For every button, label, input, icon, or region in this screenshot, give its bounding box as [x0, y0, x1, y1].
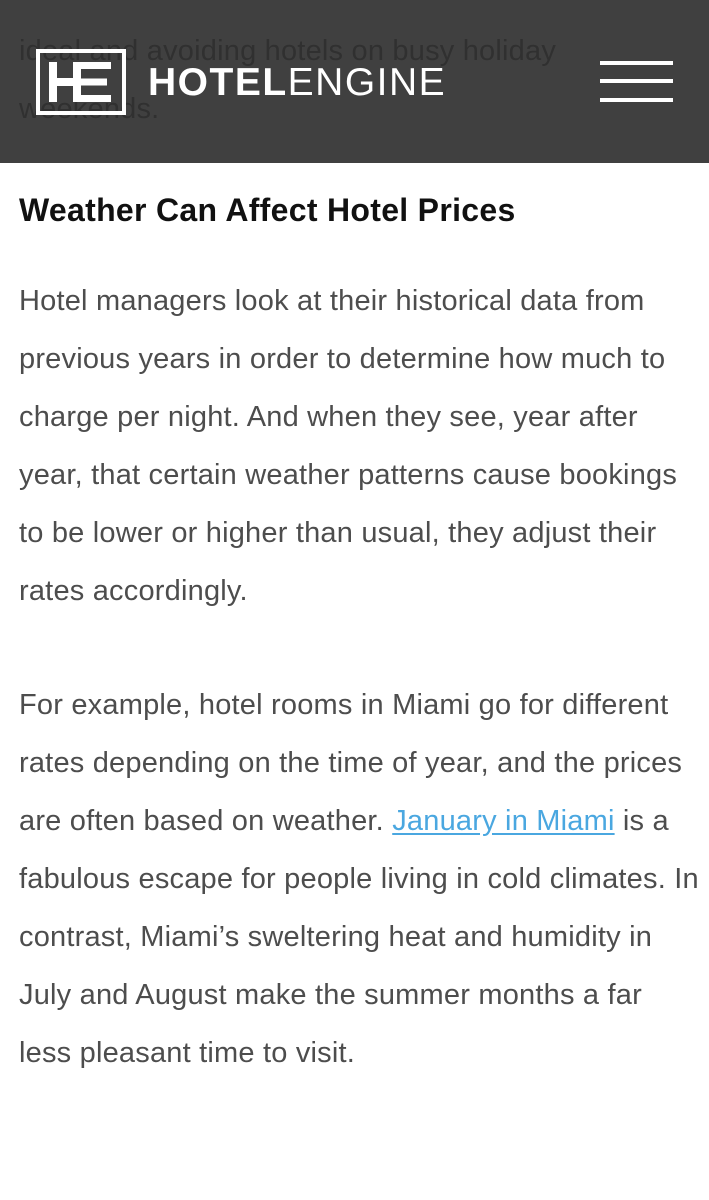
- section-heading: Weather Can Affect Hotel Prices: [19, 192, 516, 228]
- menu-bar-top: [600, 61, 673, 65]
- paragraph-miami-text-after-link: is a fabulous escape for people living in cold climates. In contrast, Miami’s sweltering heat and humidity in July and August make the summer months a far less pleasant time to visit.: [19, 805, 699, 1069]
- site-header: [0, 0, 709, 163]
- hotel-engine-logo[interactable]: [36, 49, 446, 115]
- menu-bar-middle: [600, 79, 673, 83]
- paragraph-miami-text-before-link: For example, hotel rooms in Miami go for different rates depending on the time of year, and the prices are often based on weather.: [19, 689, 683, 837]
- he-logo-mark-icon: [36, 49, 126, 115]
- brand-wordmark-hotel: HOTEL: [148, 60, 288, 104]
- january-in-miami-link[interactable]: January in Miami: [392, 805, 615, 837]
- hamburger-menu-icon[interactable]: [600, 61, 673, 103]
- paragraph-historical-data: Hotel managers look at their historical data from previous years in order to determine how much to charge per night. And when they see, year after year, that certain weather patterns cause bookings to be lower or higher than usual, they adjust their rates accordingly.: [19, 285, 678, 607]
- article-content: [19, 184, 699, 1082]
- paragraph-miami-example: [19, 676, 699, 1082]
- menu-bar-bottom: [600, 98, 673, 102]
- brand-wordmark: [148, 60, 447, 104]
- brand-wordmark-engine: ENGINE: [287, 60, 447, 104]
